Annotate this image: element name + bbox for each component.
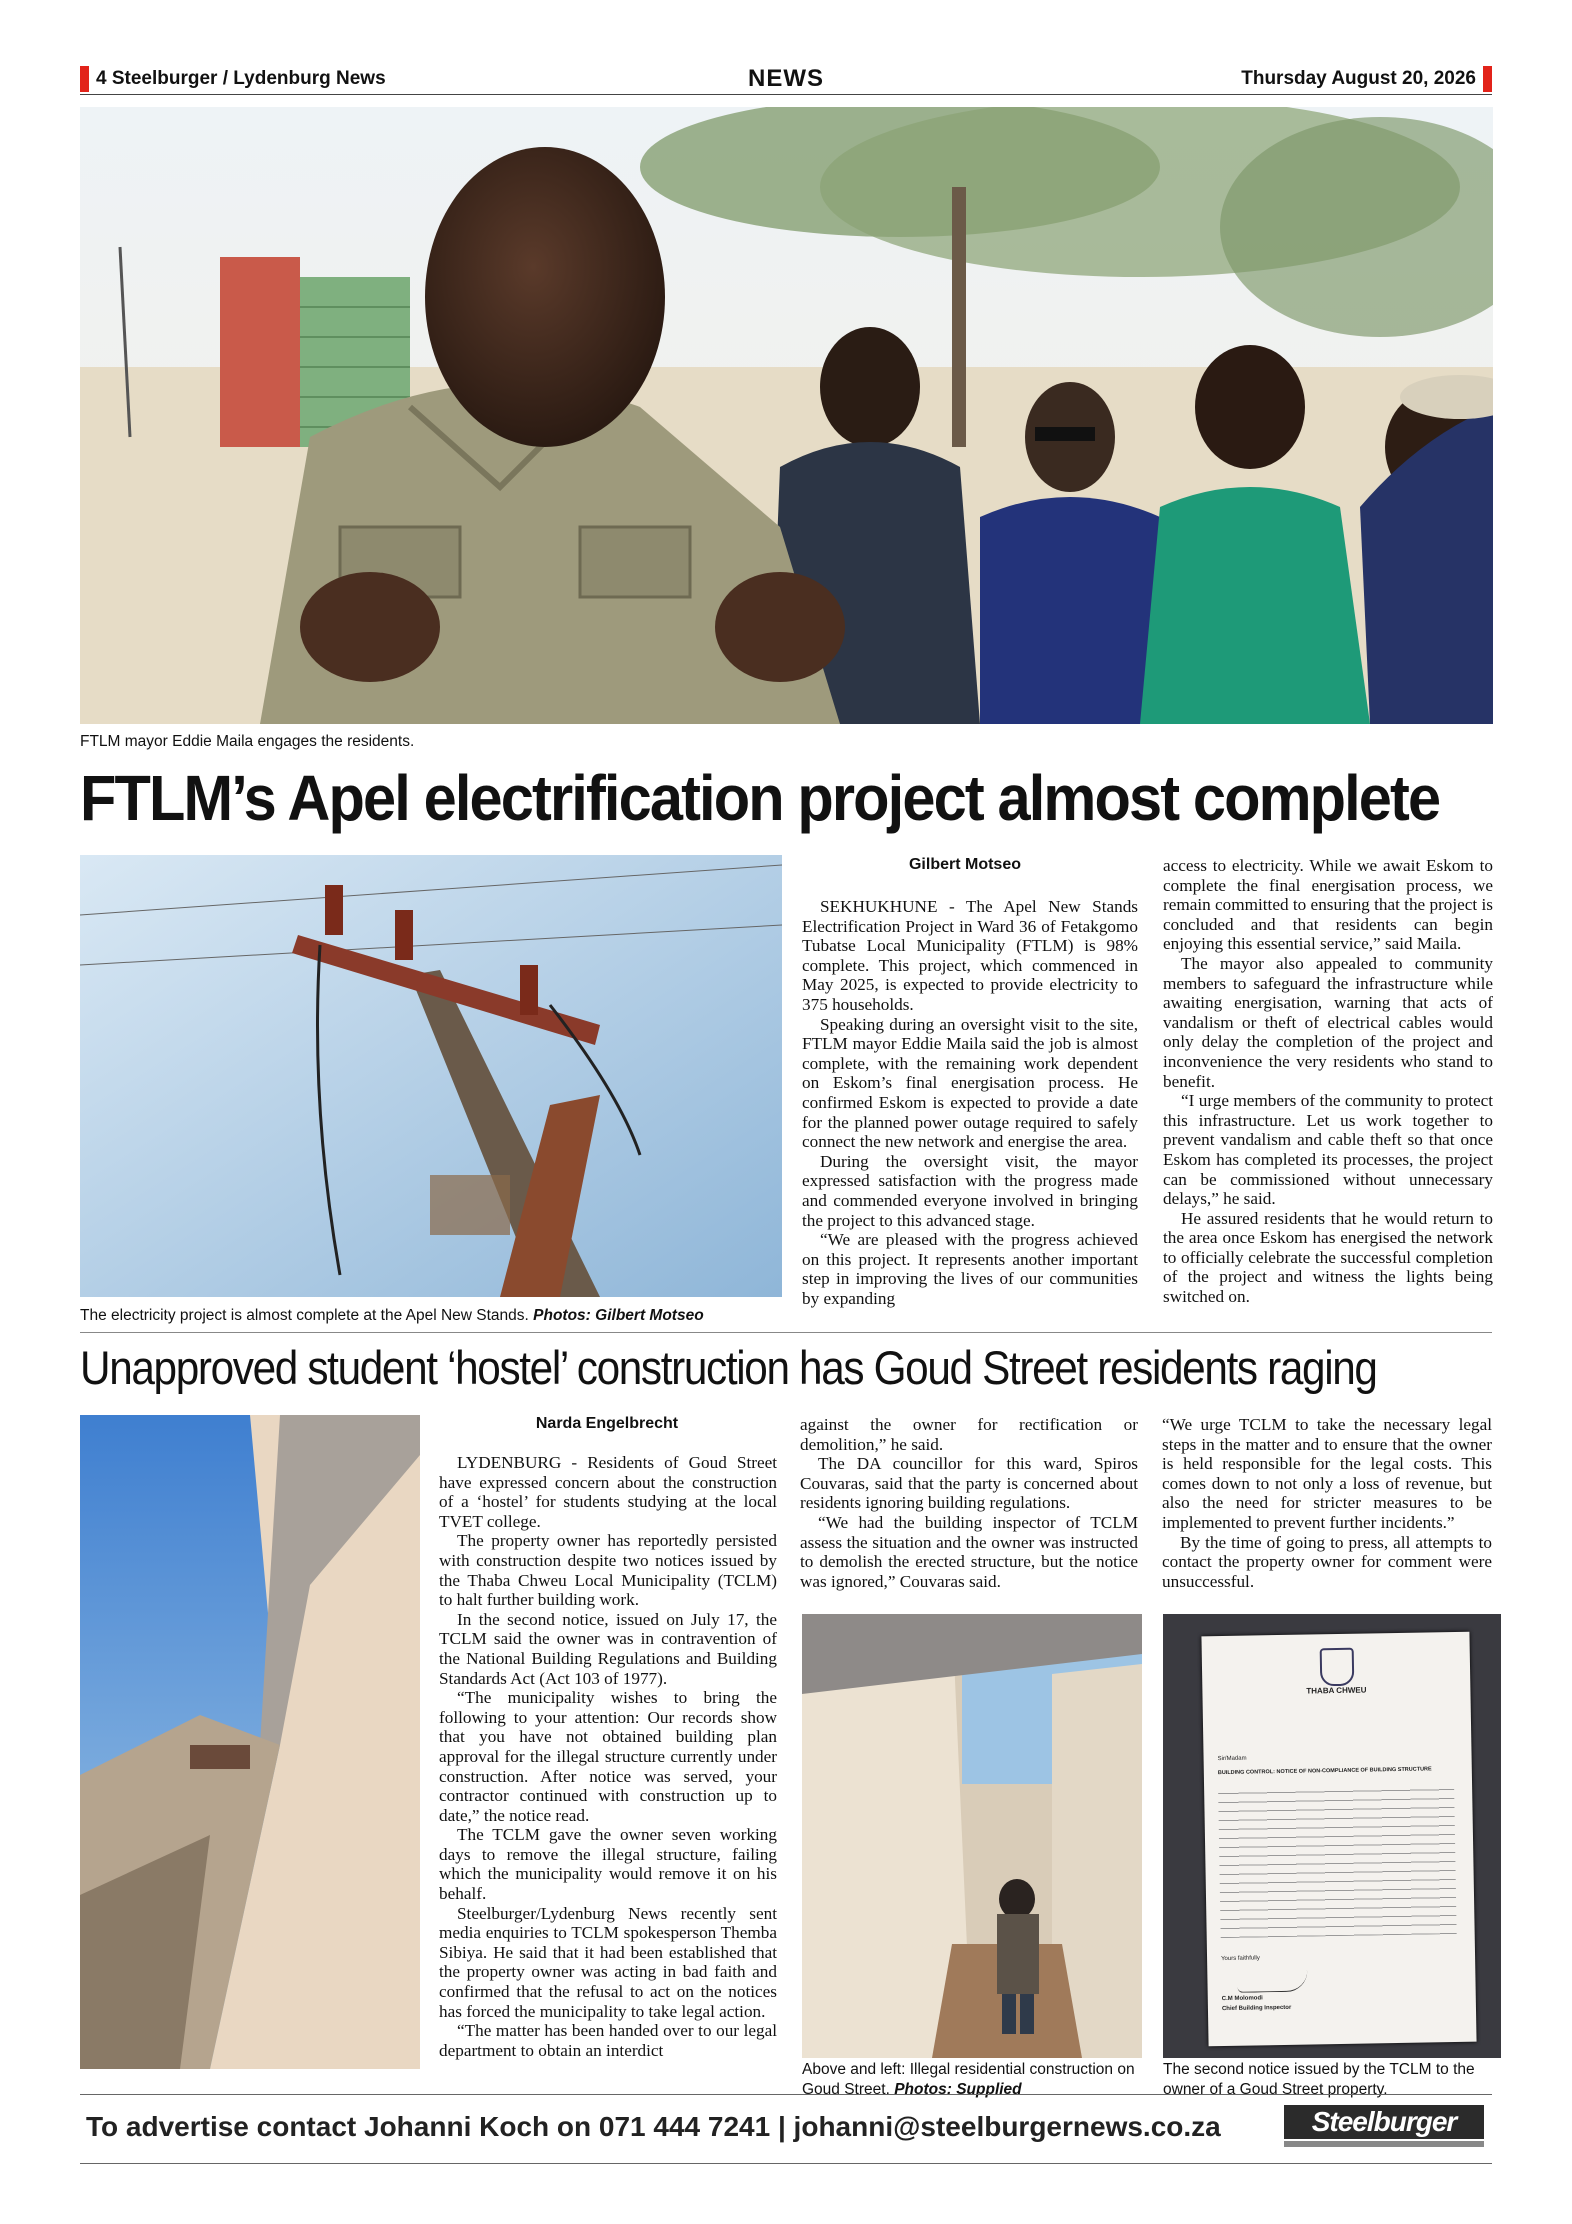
pole-photo-caption bbox=[80, 1306, 790, 1326]
hostel-wall-photo bbox=[80, 1415, 420, 2069]
story1-paragraph: During the oversight visit, the mayor expressed satisfaction with the progress made and commended everyone involved in bringing the project to this advanced stage. bbox=[802, 1151, 1138, 1230]
header-right-accent bbox=[1483, 66, 1492, 92]
story2-column-2 bbox=[800, 1415, 1138, 1591]
story2-paragraph: The property owner has reportedly persisted with construction despite two notices issued by the Thaba Chweu Local Municipality (TCLM) to halt further building work. bbox=[439, 1531, 777, 1610]
logo-underline bbox=[1284, 2141, 1484, 2147]
story2-paragraph: LYDENBURG - Residents of Goud Street have expressed concern about the construction of a ‘hostel’ for students studying at the local TVET college. bbox=[439, 1453, 777, 1531]
story1-paragraph: He assured residents that he would return to the area once Eskom has energised the network to officially celebrate the successful completion of the project and witness the lights being switched on. bbox=[1163, 1208, 1493, 1307]
story2-paragraph: “The matter has been handed over to our legal department to obtain an interdict bbox=[439, 2021, 777, 2060]
header-section-label: 4 Steelburger / Lydenburg News bbox=[96, 68, 386, 89]
story1-paragraph: access to electricity. While we await Eskom to complete the final energisation process, we remain committed to ensuring that the project is concluded and that residents can begin enjoying this essential service,” said Maila. bbox=[1163, 856, 1493, 954]
advert-contact-text: To advertise contact Johanni Koch on 071 444 7241 | johanni@steelburgernews.co.za bbox=[86, 2111, 1221, 2142]
pole-photo-credit: Photos: Gilbert Motseo bbox=[533, 1307, 704, 1324]
goud-street-photo bbox=[802, 1614, 1142, 2058]
steelburger-logo bbox=[1284, 2105, 1484, 2151]
story1-paragraph: “We are pleased with the progress achieved on this project. It represents another important step in improving the lives of our communities by expanding bbox=[802, 1230, 1138, 1308]
notice-signature bbox=[1237, 1971, 1307, 1993]
electricity-pole-photo bbox=[80, 855, 782, 1297]
notice-org: THABA CHWEU bbox=[1306, 1685, 1367, 1696]
pole-photo-caption-text: The electricity project is almost complete at the Apel New Stands. bbox=[80, 1307, 529, 1324]
story1-paragraph: “I urge members of the community to protect this infrastructure. Let us work together to prevent vandalism and cable theft so that once Eskom has completed its processes, the project can be commissioned without unnecessary delays,” he said. bbox=[1163, 1091, 1493, 1209]
story1-headline: FTLM’s Apel electrification project almost complete bbox=[80, 762, 1440, 834]
header-rule bbox=[80, 94, 1492, 95]
header-category: NEWS bbox=[748, 65, 824, 92]
goud-street-caption-text: Above and left: Illegal residential construction on Goud Street. bbox=[802, 2061, 1135, 2098]
mayor-photo-caption: FTLM mayor Eddie Maila engages the residents. bbox=[80, 733, 415, 750]
story2-column-1 bbox=[439, 1453, 777, 2060]
goud-street-photo-credit: Photos: Supplied bbox=[894, 2081, 1022, 2098]
story2-byline: Narda Engelbrecht bbox=[535, 1415, 679, 1432]
story1-paragraph: SEKHUKHUNE - The Apel New Stands Electrification Project in Ward 36 of Fetakgomo Tubatse Local Municipality (FTLM) is 98% complete. This project, which commenced in May 2025, is expected to provide electricity to 375 households. bbox=[802, 897, 1138, 1014]
notice-signer: C.M Molomodi bbox=[1221, 1995, 1263, 2003]
notice-salutation: Sir/Madam bbox=[1217, 1755, 1247, 1763]
notice-page bbox=[1201, 1632, 1476, 2047]
story1-column-1 bbox=[802, 897, 1138, 1308]
story-divider bbox=[80, 1332, 1492, 1333]
header-date: Thursday August 20, 2026 bbox=[1241, 68, 1476, 89]
story2-paragraph: against the owner for rectification or demolition,” he said. bbox=[800, 1415, 1138, 1454]
story2-paragraph: The DA councillor for this ward, Spiros Couvaras, said that the party is concerned about residents ignoring building regulations. bbox=[800, 1454, 1138, 1513]
story2-headline: Unapproved student ‘hostel’ construction has Goud Street residents raging bbox=[80, 1341, 1377, 1394]
story1-paragraph: Speaking during an oversight visit to the site, FTLM mayor Eddie Maila said the job is almost complete, with the remaining work dependent on Eskom’s final energisation process. He confirmed Eskom is expected to provide a date for the planned power outage required to safely connect the new network and energise the area. bbox=[802, 1014, 1138, 1152]
story2-paragraph: “We urge TCLM to take the necessary legal steps in the matter and to ensure that the owner is held responsible for the legal costs. This comes down to not only a loss of revenue, but also the need for stricter measures to be implemented to prevent further incidents.” bbox=[1162, 1415, 1492, 1532]
notice-closing: Yours faithfully bbox=[1221, 1955, 1260, 1963]
story2-paragraph: “We had the building inspector of TCLM assess the situation and the owner was instructed to demolish the erected structure, but the notice was ignored,” Couvaras said. bbox=[800, 1512, 1138, 1591]
steelburger-logo-wordmark: Steelburger bbox=[1284, 2105, 1484, 2139]
notice-document-photo bbox=[1163, 1614, 1501, 2058]
story2-column-3 bbox=[1162, 1415, 1492, 1591]
story1-byline: Gilbert Motseo bbox=[908, 856, 1021, 873]
story2-paragraph: By the time of going to press, all attempts to contact the property owner for comment were unsuccessful. bbox=[1162, 1532, 1492, 1591]
story2-paragraph: “The municipality wishes to bring the following to your attention: Our records show that you have not obtained building plan approval for the illegal structure currently under construction. After notice was served, your contractor continued with construction up to date,” the notice read. bbox=[439, 1688, 777, 1825]
story2-paragraph: The TCLM gave the owner seven working days to remove the illegal structure, failing which the municipality would remove it on his behalf. bbox=[439, 1825, 777, 1904]
story2-paragraph: In the second notice, issued on July 17, the TCLM said the owner was in contravention of the National Building Regulations and Building Standards Act (Act 103 of 1977). bbox=[439, 1609, 777, 1688]
notice-body-lines bbox=[1218, 1784, 1457, 1938]
notice-signer-title: Chief Building Inspector bbox=[1221, 2004, 1292, 2013]
notice-subject: BUILDING CONTROL: NOTICE OF NON-COMPLIANCE OF BUILDING STRUCTURE bbox=[1217, 1766, 1432, 1777]
mayor-photo bbox=[80, 107, 1493, 724]
advert-footer bbox=[80, 2094, 1492, 2164]
notice-crest-icon bbox=[1320, 1648, 1355, 1687]
notice-caption: The second notice issued by the TCLM to the owner of a Goud Street property. bbox=[1163, 2061, 1475, 2098]
story2-paragraph: Steelburger/Lydenburg News recently sent media enquiries to TCLM spokesperson Themba Sibiya. He said that it had been established that the property owner was acting in bad faith and confirmed that the refusal to act on the notices has forced the municipality to take legal action. bbox=[439, 1903, 777, 2021]
story1-paragraph: The mayor also appealed to community members to safeguard the infrastructure while awaiting energisation, warning that acts of vandalism or theft of electrical cables would only delay the completion of the project and inconvenience the very residents who stand to benefit. bbox=[1163, 953, 1493, 1091]
story1-column-2 bbox=[1163, 856, 1493, 1307]
